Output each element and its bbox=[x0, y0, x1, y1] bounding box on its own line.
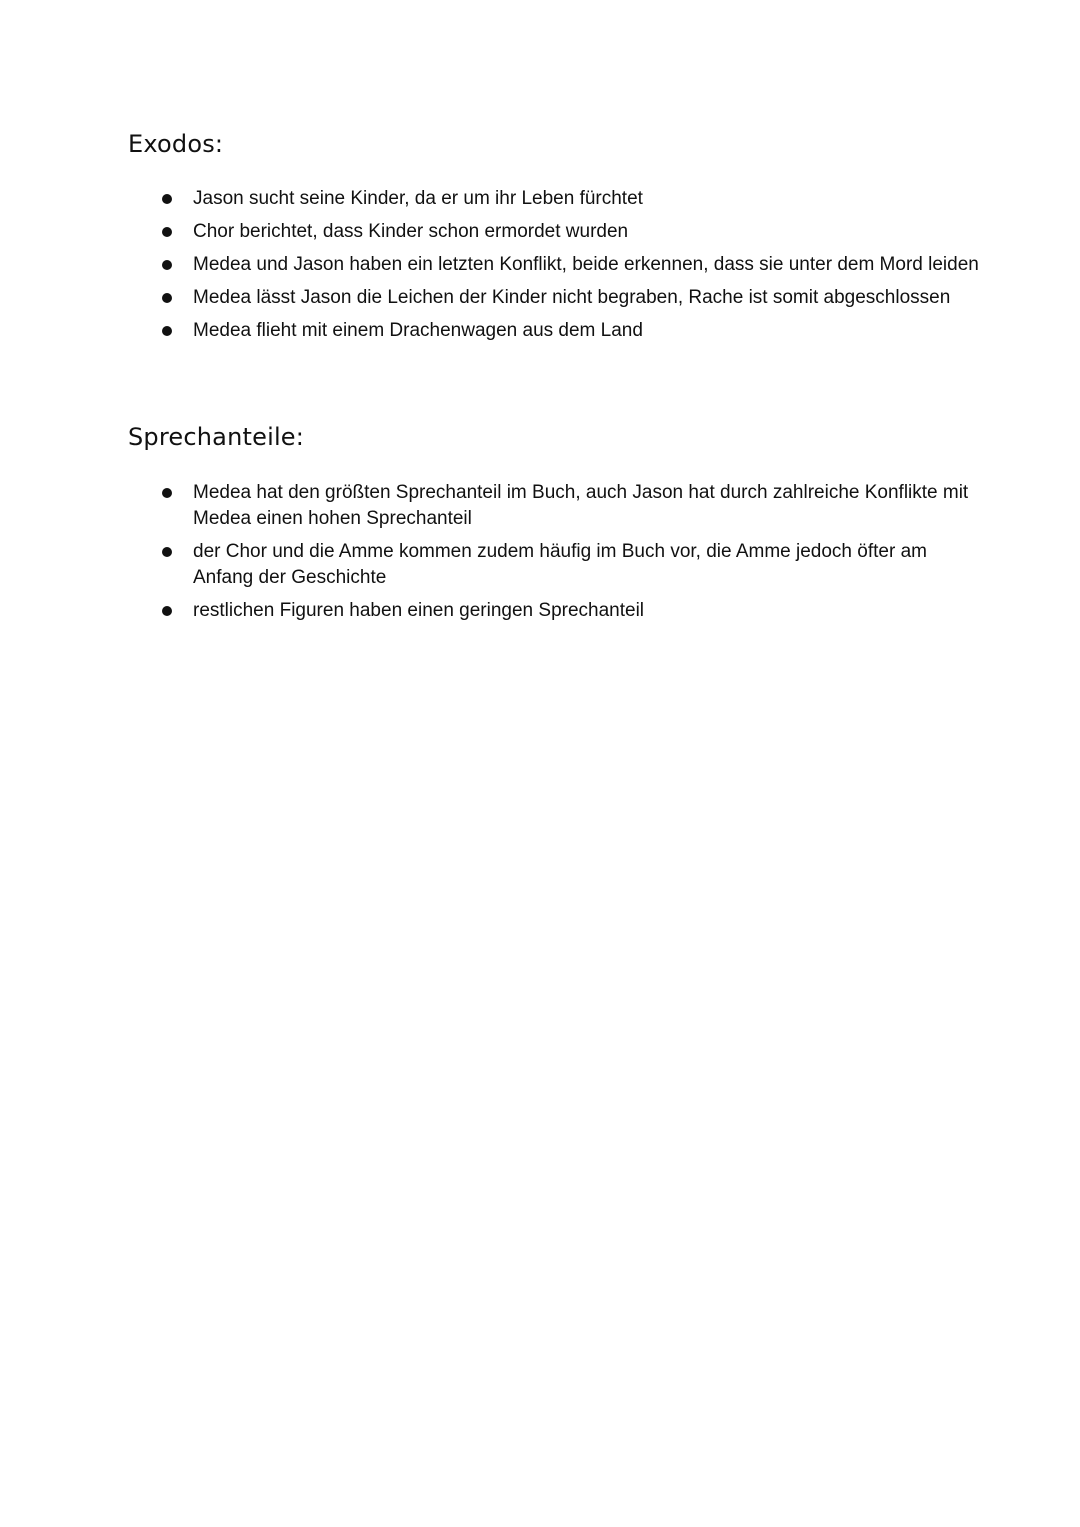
list-item bbox=[128, 285, 988, 311]
list-item-text: Medea lässt Jason die Leichen der Kinder nicht begraben, Rache ist somit abgeschlossen bbox=[193, 287, 951, 308]
list-item-text: Medea hat den größten Sprechanteil im Buch, auch Jason hat durch zahlreiche Konflikte mit Medea einen hohen Sprechanteil bbox=[193, 482, 969, 529]
list-item-text: der Chor und die Amme kommen zudem häufig im Buch vor, die Amme jedoch öfter am Anfang der Geschichte bbox=[193, 541, 927, 588]
list-item-text: Chor berichtet, dass Kinder schon ermordet wurden bbox=[193, 221, 629, 242]
list-item bbox=[128, 539, 988, 591]
section-heading: Exodos: bbox=[128, 130, 224, 158]
bullet-icon bbox=[162, 606, 172, 616]
bullet-icon bbox=[162, 326, 172, 336]
list-item bbox=[128, 318, 988, 344]
bullet-list bbox=[128, 186, 988, 344]
bullet-icon bbox=[162, 547, 172, 557]
section-sprechanteile bbox=[128, 421, 988, 631]
bullet-icon bbox=[162, 488, 172, 498]
list-item bbox=[128, 186, 988, 212]
list-item-text: Jason sucht seine Kinder, da er um ihr Leben fürchtet bbox=[193, 188, 643, 209]
bullet-list bbox=[128, 480, 988, 624]
list-item bbox=[128, 252, 988, 278]
bullet-icon bbox=[162, 260, 172, 270]
list-item-text: Medea und Jason haben ein letzten Konflikt, beide erkennen, dass sie unter dem Mord leiden bbox=[193, 254, 979, 275]
list-item-text: Medea flieht mit einem Drachenwagen aus dem Land bbox=[193, 320, 643, 341]
bullet-icon bbox=[162, 194, 172, 204]
list-item bbox=[128, 219, 988, 245]
section-heading: Sprechanteile: bbox=[128, 423, 305, 451]
list-item-text: restlichen Figuren haben einen geringen Sprechanteil bbox=[193, 600, 645, 621]
bullet-icon bbox=[162, 227, 172, 237]
bullet-icon bbox=[162, 293, 172, 303]
section-exodos bbox=[128, 128, 988, 351]
list-item bbox=[128, 598, 988, 624]
list-item bbox=[128, 480, 988, 532]
